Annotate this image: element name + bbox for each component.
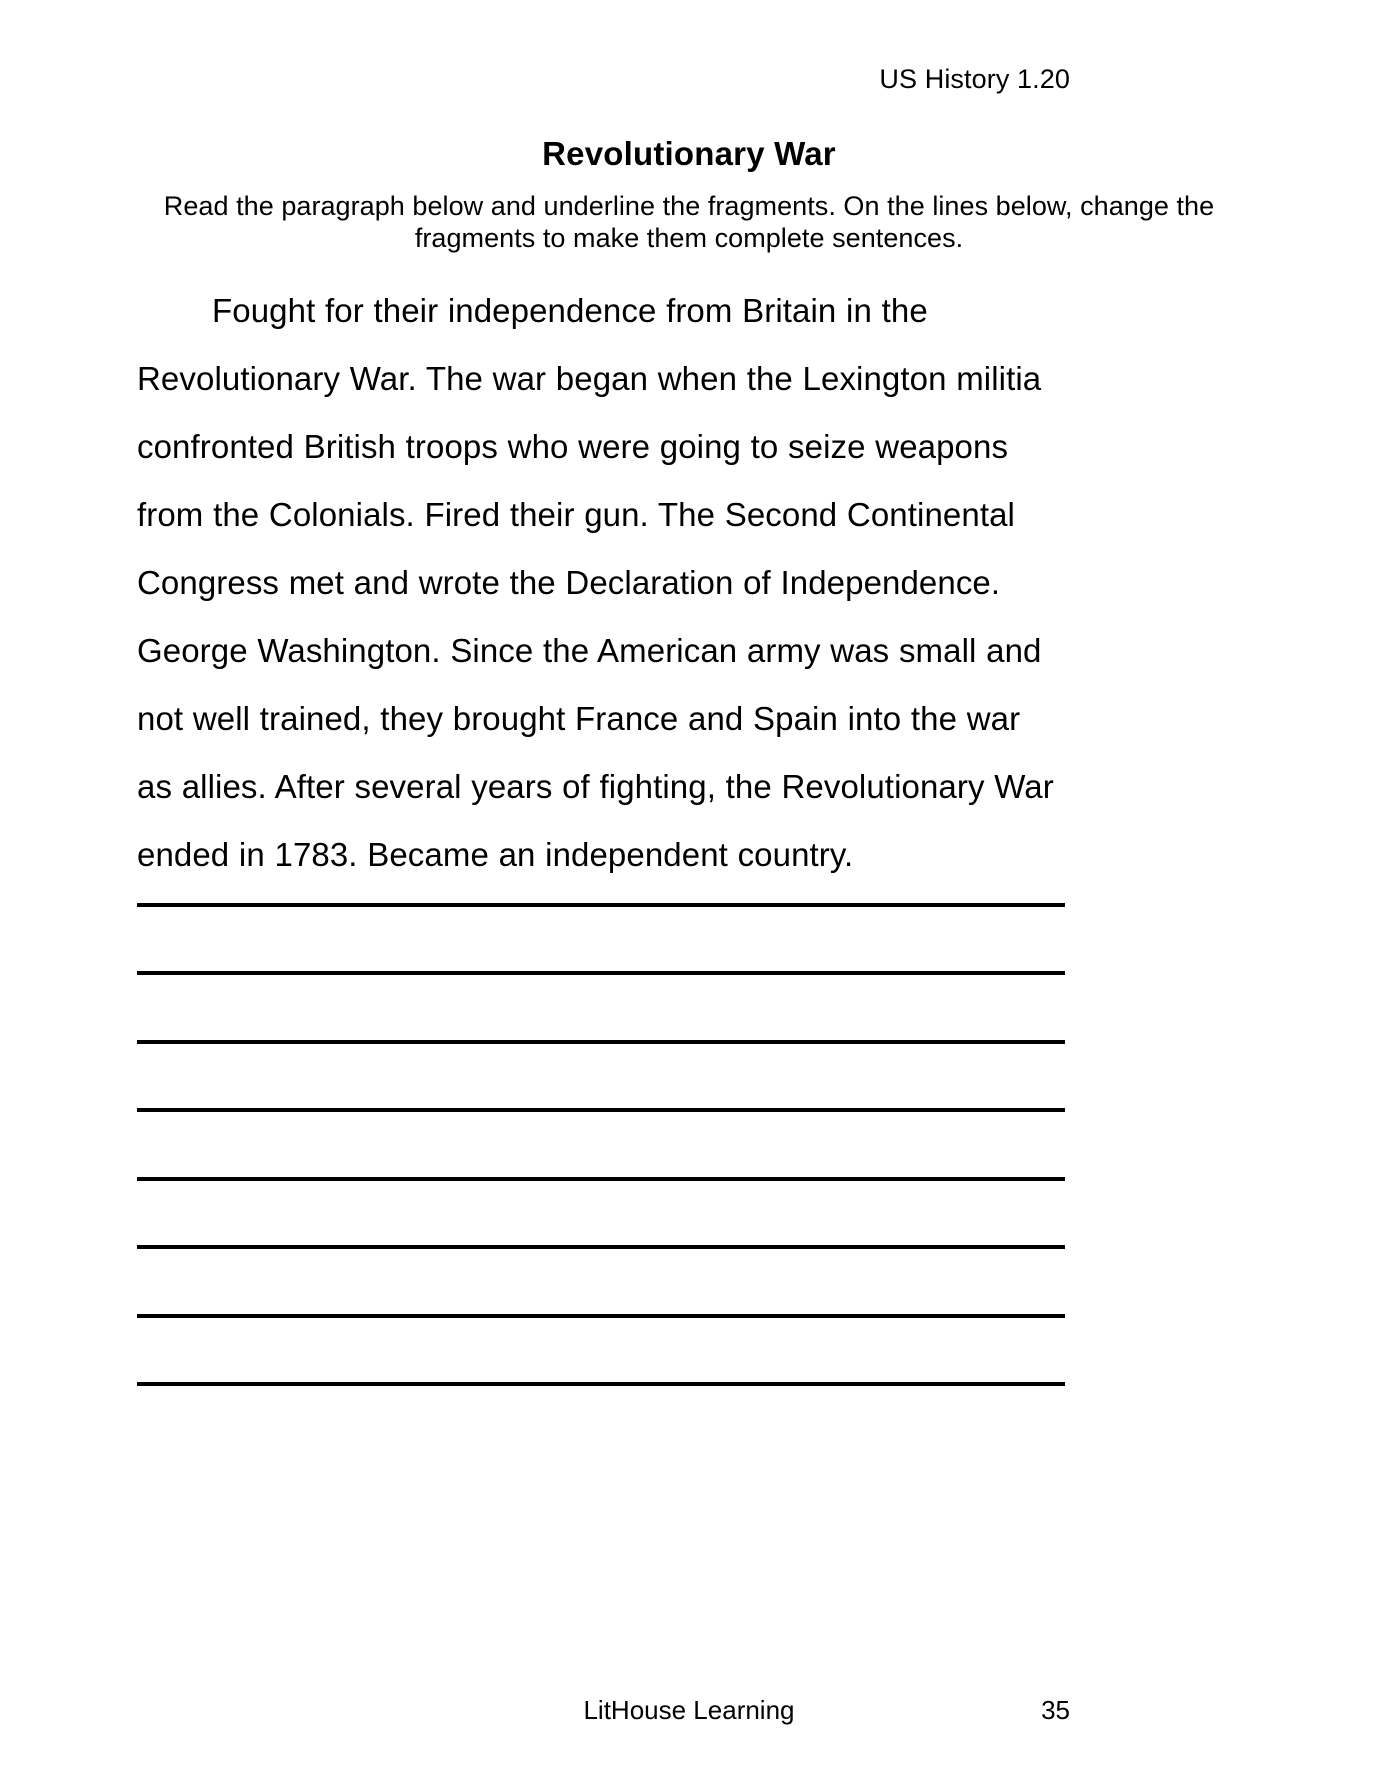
reading-paragraph-text: Fought for their independence from Britain in the Revolutionary War. The war began when the Lexington militia confronted British troops who were going to seize weapons from the Colonials. Fired their gun. The Second Continental Congress met and wrote the Declaration of Independence. George Washington. Since the American army was small and not well trained, they brought France and Spain into the war as allies. After several years of fighting, the Revolutionary War ended in 1783. Became an independent country. xyxy=(137,292,1054,873)
answer-line[interactable] xyxy=(137,1181,1065,1250)
answer-line[interactable] xyxy=(137,907,1065,976)
answer-line[interactable] xyxy=(137,1318,1065,1387)
page-title-text: Revolutionary War xyxy=(542,135,836,172)
answer-line[interactable] xyxy=(137,975,1065,1044)
page-number: 35 xyxy=(1041,1695,1070,1725)
answer-line[interactable] xyxy=(137,838,1065,907)
publisher-label: LitHouse Learning xyxy=(583,1695,795,1725)
instructions xyxy=(132,190,1246,254)
instructions-line-1: Read the paragraph below and underline the fragments. On the lines below, change the xyxy=(163,191,1215,221)
answer-lines xyxy=(137,838,1065,1386)
instructions-line-2: fragments to make them complete sentences. xyxy=(414,223,964,253)
answer-line-rule xyxy=(137,1382,1065,1386)
answer-line[interactable] xyxy=(137,1112,1065,1181)
course-label: US History 1.20 xyxy=(879,64,1070,94)
course-header xyxy=(0,62,1378,96)
answer-line[interactable] xyxy=(137,1044,1065,1113)
answer-line[interactable] xyxy=(137,1249,1065,1318)
page-title xyxy=(0,134,1378,174)
reading-paragraph xyxy=(137,277,1057,889)
page-footer xyxy=(0,1664,1378,1784)
